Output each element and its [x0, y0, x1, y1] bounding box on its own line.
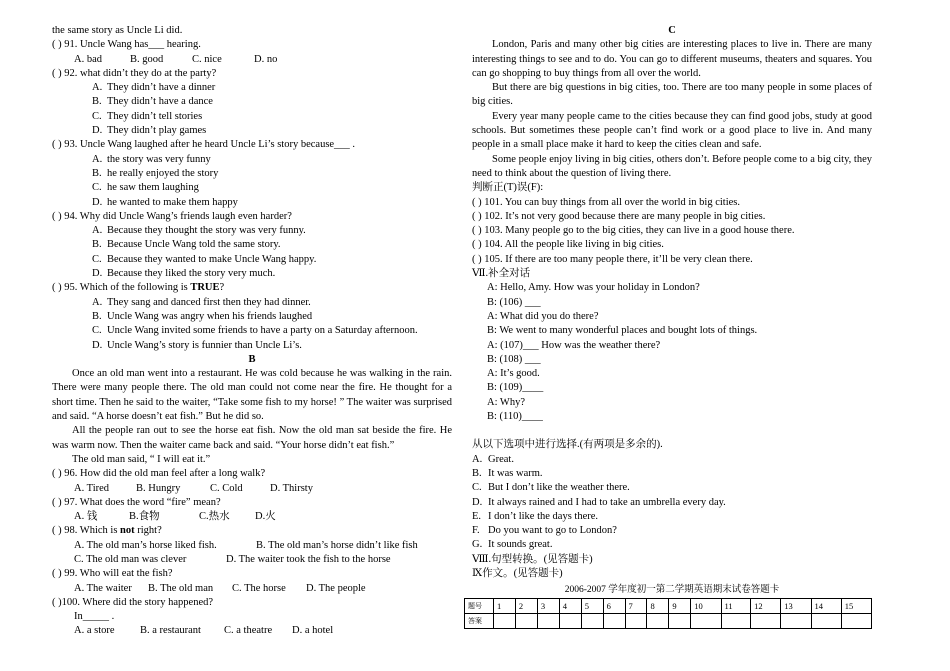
- dialogue-line: B: (110)____: [487, 411, 543, 423]
- option: C. The old man was clever: [74, 553, 187, 565]
- option: D. no: [254, 53, 278, 65]
- option: A. Tired: [74, 482, 110, 494]
- choice-item: C. But I don’t like the weather there.: [472, 482, 630, 494]
- option: A. They sang and danced first then they had dinner.: [92, 296, 311, 308]
- question-93: ( ) 93. Uncle Wang laughed after he heard Uncle Li’s story because___ .: [52, 139, 356, 151]
- answer-sheet-title: 2006-2007 学年度初一第二学期英语期末试卷答题卡: [564, 585, 780, 596]
- dialogue-line: A: What did you do there?: [487, 310, 599, 322]
- option: A. They didn’t have a dinner: [92, 82, 216, 94]
- answer-cell[interactable]: [537, 613, 559, 628]
- option: A. a store: [74, 625, 115, 637]
- question-96-options: [52, 482, 452, 496]
- answer-cell[interactable]: [691, 613, 721, 628]
- question-97: ( ) 97. What does the word “fire” mean?: [52, 496, 221, 508]
- answer-cell[interactable]: [494, 613, 516, 628]
- question-91: ( ) 91. Uncle Wang has___ hearing.: [52, 39, 201, 51]
- answer-cell[interactable]: [721, 613, 751, 628]
- option: D. They didn’t play games: [92, 125, 207, 137]
- left-column: [52, 24, 452, 639]
- tf-question-104: ( ) 104. All the people like living in big cities.: [472, 239, 664, 251]
- tf-question-103: ( ) 103. Many people go to the big cities, they can live in a good house there.: [472, 225, 795, 237]
- right-column: [468, 24, 872, 629]
- choose-title: 从以下选项中进行选择.(有两项是多余的).: [472, 439, 663, 451]
- option: B. They didn’t have a dance: [92, 96, 213, 108]
- question-number: 15: [841, 598, 871, 613]
- option: C. They didn’t tell stories: [92, 110, 203, 122]
- question-number: 14: [811, 598, 841, 613]
- dialogue-line: B: (106) ___: [487, 296, 541, 308]
- option: A. The waiter: [74, 582, 132, 594]
- option: C. Because they wanted to make Uncle Wang happy.: [92, 253, 317, 265]
- choice-item: D. It always rained and I had to take an umbrella every day.: [472, 496, 726, 508]
- option: C.热水: [199, 511, 230, 523]
- option: D. he wanted to make them happy: [92, 196, 238, 208]
- dialogue-line: B: (109)____: [487, 382, 544, 394]
- question-number: 11: [721, 598, 751, 613]
- option: A. bad: [74, 53, 102, 65]
- question-number: 8: [647, 598, 669, 613]
- answer-cell[interactable]: [647, 613, 669, 628]
- answer-cell[interactable]: [515, 613, 537, 628]
- choice-item: G. It sounds great.: [472, 539, 553, 551]
- question-95: ( ) 95. Which of the following is TRUE?: [52, 282, 225, 294]
- question-92: ( ) 92. what didn’t they do at the party?: [52, 67, 217, 79]
- question-94: ( ) 94. Why did Uncle Wang’s friends laugh even harder?: [52, 210, 292, 222]
- option: B. Because Uncle Wang told the same story.: [92, 239, 281, 251]
- choice-item: A. Great.: [472, 453, 514, 465]
- option: D. Thirsty: [270, 482, 313, 494]
- question-number: 2: [515, 598, 537, 613]
- passage-b-paragraph-1: Once an old man went into a restaurant. He was cold because he was walking in the rain. There were many people there. The old man could not come near the fire. He thought for a short time. Then he said to the waiter, “Take some fish to my horse! ” The waiter was surprised and said. “A horse doesn’t eat fish.” But he did so.: [52, 368, 452, 423]
- passage-c-paragraph-2: But there are big questions in big cities, too. There are too many people in some places of big cities.: [472, 82, 872, 108]
- question-96: ( ) 96. How did the old man feel after a long walk?: [52, 468, 266, 480]
- answer-cell[interactable]: [841, 613, 871, 628]
- passage-b-paragraph-2: All the people ran out to see the horse eat fish. Now the old man sat beside the fire. He was warm now. Then the waiter came back and said. “Your horse didn’t eat fish.”: [52, 425, 452, 451]
- option: D. The people: [306, 582, 366, 594]
- answer-cell[interactable]: [781, 613, 811, 628]
- section-9: Ⅸ作文。(见答题卡): [472, 567, 563, 579]
- option: B. he really enjoyed the story: [92, 167, 219, 179]
- option: C. a theatre: [224, 625, 273, 637]
- option: D. The waiter took the fish to the horse: [226, 553, 391, 565]
- option: B. good: [130, 53, 164, 65]
- choice-item: F. Do you want to go to London?: [472, 525, 617, 537]
- answer-row-blanks: [465, 613, 872, 628]
- question-100-blank: In_____ .: [74, 611, 115, 623]
- question-100-options: [52, 624, 452, 638]
- question-97-options: [52, 510, 452, 524]
- question-99-options: [52, 582, 452, 596]
- option: D.火: [255, 511, 276, 523]
- option: A. the story was very funny: [92, 153, 211, 165]
- answer-cell[interactable]: [625, 613, 647, 628]
- option: D. a hotel: [292, 625, 334, 637]
- question-98-options-row-2: [52, 553, 452, 567]
- true-false-title: 判断正(T)误(F):: [472, 182, 544, 194]
- answer-sheet-table: [464, 598, 872, 630]
- option: C. Cold: [210, 482, 243, 494]
- dialogue-line: A: It’s good.: [487, 368, 540, 380]
- choice-item: B. It was warm.: [472, 467, 543, 479]
- option: C. nice: [192, 53, 222, 65]
- option: C. he saw them laughing: [92, 182, 199, 194]
- answer-cell[interactable]: [669, 613, 691, 628]
- option: B. The old man: [148, 582, 214, 594]
- section-7-title: Ⅶ.补全对话: [472, 268, 531, 280]
- option: A. Because they thought the story was very funny.: [92, 225, 306, 237]
- question-number: 1: [494, 598, 516, 613]
- question-number: 9: [669, 598, 691, 613]
- question-number: 12: [751, 598, 781, 613]
- question-number: 4: [559, 598, 581, 613]
- tf-question-105: ( ) 105. If there are too many people there, it’ll be very clean there.: [472, 253, 753, 265]
- question-98: ( ) 98. Which is not right?: [52, 525, 162, 537]
- top-line: the same story as Uncle Li did.: [52, 25, 183, 36]
- option: D. Uncle Wang’s story is funnier than Uncle Li’s.: [92, 339, 302, 351]
- question-100: ( )100. Where did the story happened?: [52, 596, 214, 608]
- section-c-heading: C: [668, 25, 676, 36]
- option: B.食物: [129, 511, 160, 523]
- passage-b-paragraph-3: The old man said, “ I will eat it.”: [72, 453, 211, 465]
- passage-c-paragraph-1: London, Paris and many other big cities are interesting places to live in. There are many interesting things to see and to do. You can go to different museums, theaters and squares. You can go shopping to buy things from all over the world.: [472, 39, 872, 79]
- dialogue-line: A: Hello, Amy. How was your holiday in London?: [487, 282, 700, 294]
- option: B. Uncle Wang was angry when his friends laughed: [92, 310, 313, 322]
- option: A. The old man’s horse liked fish.: [74, 539, 217, 551]
- answer-cell[interactable]: [559, 613, 581, 628]
- row-label: 答案: [465, 613, 494, 628]
- answer-cell[interactable]: [751, 613, 781, 628]
- answer-cell[interactable]: [603, 613, 625, 628]
- passage-c-paragraph-4: Some people enjoy living in big cities, others don’t. Before people come to a big city, they need to think about the question of living there.: [472, 153, 872, 179]
- tf-question-102: ( ) 102. It’s not very good because there are many people in big cities.: [472, 210, 766, 222]
- section-b-heading: B: [248, 353, 256, 365]
- tf-question-101: ( ) 101. You can buy things from all over the world in big cities.: [472, 196, 741, 208]
- question-number: 10: [691, 598, 721, 613]
- question-99: ( ) 99. Who will eat the fish?: [52, 568, 173, 580]
- question-91-options: [52, 53, 452, 67]
- passage-c-paragraph-3: Every year many people came to the cities because they can find good jobs, study at good schools. But sometimes these people can’t find work or a good place to live in. And many people in a small place make it hard to keep the cities clean and safe.: [472, 110, 872, 151]
- dialogue-line: B: (108) ___: [487, 353, 541, 365]
- option: B. The old man’s horse didn’t like fish: [256, 539, 418, 551]
- option: B. Hungry: [136, 482, 181, 494]
- question-98-options-row-1: [52, 539, 452, 553]
- option: B. a restaurant: [140, 625, 201, 637]
- question-number: 7: [625, 598, 647, 613]
- section-8: Ⅷ.句型转换。(见答题卡): [472, 553, 593, 565]
- answer-cell[interactable]: [581, 613, 603, 628]
- row-label: 题号: [465, 598, 494, 613]
- choice-item: E. I don’t like the days there.: [472, 510, 599, 522]
- question-number: 3: [537, 598, 559, 613]
- option: C. The horse: [232, 582, 286, 594]
- answer-row-numbers: [465, 598, 872, 613]
- question-number: 13: [781, 598, 811, 613]
- dialogue-line: B: We went to many wonderful places and bought lots of things.: [487, 325, 758, 337]
- answer-cell[interactable]: [811, 613, 841, 628]
- question-number: 5: [581, 598, 603, 613]
- option: D. Because they liked the story very much.: [92, 268, 276, 280]
- dialogue-line: A: (107)___ How was the weather there?: [487, 339, 661, 351]
- dialogue-line: A: Why?: [487, 396, 526, 408]
- option: C. Uncle Wang invited some friends to have a party on a Saturday afternoon.: [92, 325, 418, 337]
- option: A. 钱: [74, 511, 98, 523]
- question-number: 6: [603, 598, 625, 613]
